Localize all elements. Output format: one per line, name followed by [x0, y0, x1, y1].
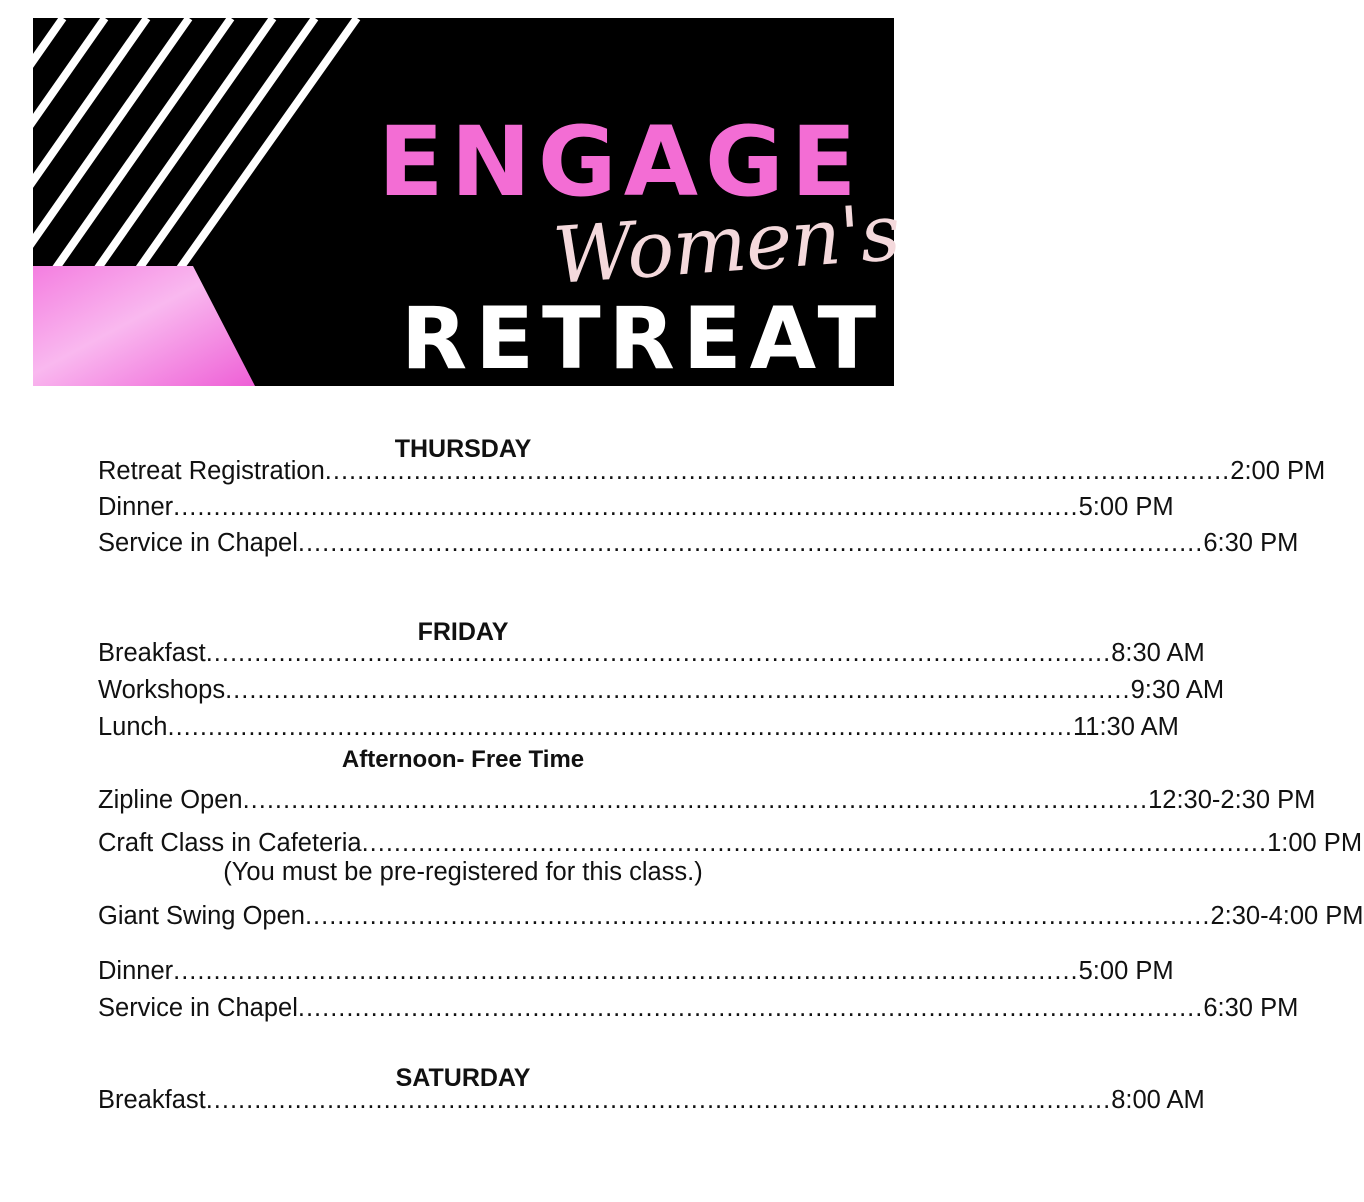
event-label: Breakfast [98, 639, 206, 667]
event-label: Dinner [98, 957, 174, 985]
event-time: 11:30 AM [1072, 713, 1179, 741]
event-label: Dinner [98, 493, 174, 521]
event-label: Retreat Registration [98, 457, 325, 485]
leader-dots: ................................................................................................................ [205, 639, 1112, 667]
banner-title-womens: Women's [550, 188, 903, 302]
event-label: Service in Chapel [98, 994, 298, 1022]
event-time: 2:00 PM [1230, 457, 1326, 485]
event-time: 1:00 PM [1267, 829, 1363, 857]
schedule-row [98, 824, 1363, 858]
schedule-row [98, 952, 1174, 986]
schedule-row [98, 781, 1316, 815]
leader-dots: ................................................................................................................ [297, 529, 1204, 557]
event-label: Zipline Open [98, 786, 243, 814]
pink-accent-shape [33, 266, 255, 386]
event-time: 6:30 PM [1203, 994, 1299, 1022]
saturday-heading: SATURDAY [395, 1064, 531, 1092]
event-time: 5:00 PM [1078, 957, 1174, 985]
leader-dots: ................................................................................................................ [205, 1086, 1112, 1114]
event-time: 6:30 PM [1203, 529, 1299, 557]
leader-dots: ................................................................................................................ [167, 713, 1073, 741]
afternoon-heading: Afternoon- Free Time [341, 746, 585, 773]
schedule-row [98, 1081, 1205, 1115]
event-label: Service in Chapel [98, 529, 298, 557]
event-time: 8:00 AM [1111, 1086, 1205, 1114]
event-time: 9:30 AM [1130, 676, 1225, 704]
event-label: Lunch [98, 713, 168, 741]
schedule-row [98, 524, 1299, 558]
banner-title-engage: ENGAGE [378, 106, 864, 218]
event-label: Breakfast [98, 1086, 206, 1114]
event-time: 5:00 PM [1078, 493, 1174, 521]
retreat-banner [33, 18, 903, 389]
schedule-row [98, 488, 1174, 522]
friday-heading: FRIDAY [417, 618, 509, 646]
leader-dots: ................................................................................................................ [324, 457, 1231, 485]
leader-dots: ................................................................................................................ [297, 994, 1204, 1022]
leader-dots: ................................................................................................................ [304, 902, 1211, 930]
schedule-row [98, 671, 1225, 705]
schedule-row [98, 708, 1179, 742]
schedule-row [98, 634, 1205, 668]
event-time: 8:30 AM [1111, 639, 1205, 667]
event-label: Workshops [98, 676, 226, 704]
event-time: 12:30-2:30 PM [1148, 786, 1316, 814]
event-time: 2:30-4:00 PM [1210, 902, 1364, 930]
leader-dots: ................................................................................................................ [173, 957, 1079, 985]
leader-dots: ................................................................................................................ [242, 786, 1149, 814]
thursday-heading: THURSDAY [394, 435, 532, 463]
leader-dots: ................................................................................................................ [225, 676, 1131, 704]
schedule-row [98, 452, 1326, 486]
craft-class-note: (You must be pre-registered for this class.) [223, 858, 703, 886]
banner-title-retreat: RETREAT [401, 289, 885, 389]
leader-dots: ................................................................................................................ [173, 493, 1079, 521]
leader-dots: ................................................................................................................ [361, 829, 1268, 857]
schedule-row [98, 989, 1299, 1023]
event-label: Craft Class in Cafeteria [98, 829, 362, 857]
schedule-row [98, 897, 1364, 931]
event-label: Giant Swing Open [98, 902, 305, 930]
